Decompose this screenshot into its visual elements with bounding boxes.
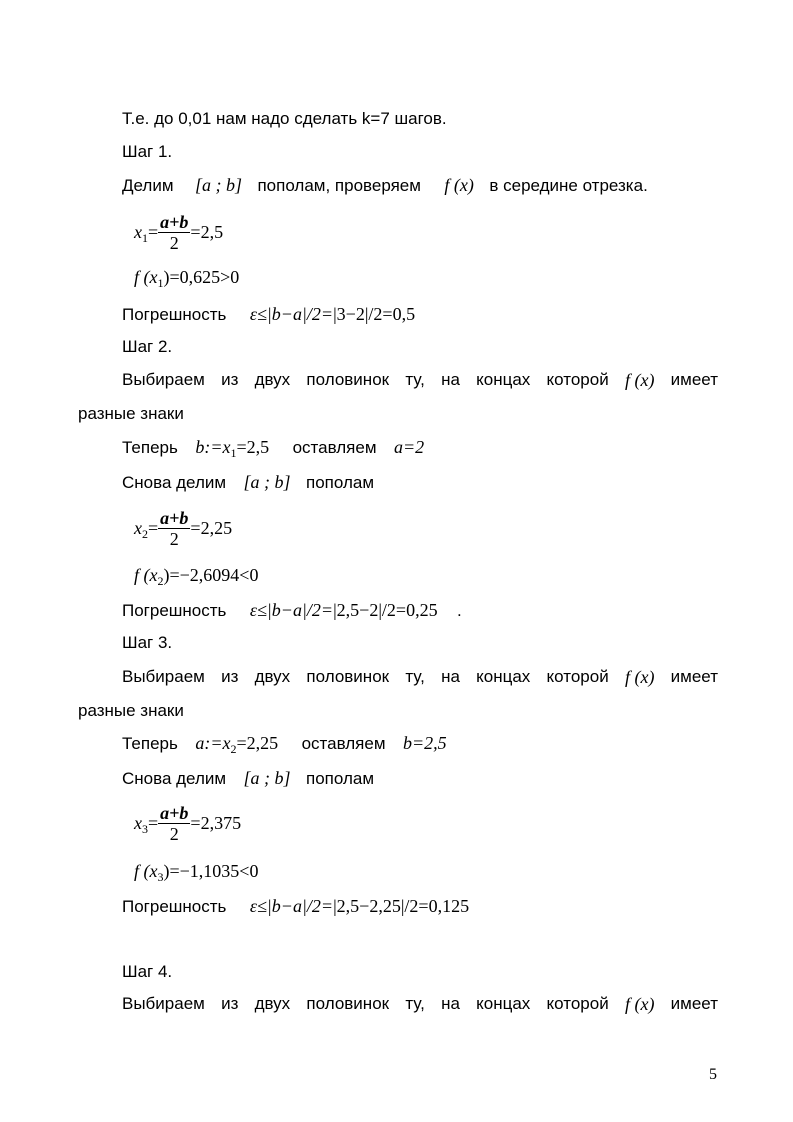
word: из	[221, 370, 239, 389]
intro-line	[122, 109, 447, 129]
halves-check-text: пополам, проверяем	[257, 176, 421, 195]
error1-line	[122, 304, 415, 325]
fx3-value: =−1,1035<0	[169, 861, 259, 881]
value: =2,5	[236, 437, 270, 457]
x3-formula	[134, 803, 241, 845]
step2-now-line	[122, 437, 424, 459]
word: половинок	[306, 667, 390, 686]
fx3-formula	[134, 861, 258, 883]
step2-again-line	[122, 472, 374, 493]
step2-signs-line	[78, 404, 184, 424]
x-var: x	[149, 267, 158, 287]
step3-label: Шаг 3.	[122, 633, 173, 652]
x2-formula	[134, 508, 232, 550]
word: ту,	[405, 994, 425, 1013]
fx-formula: f (x)	[444, 175, 474, 195]
interval-formula: [a ; b]	[194, 175, 242, 195]
word: на	[441, 994, 460, 1013]
error-label: Погрешность	[122, 305, 227, 324]
error3-value: |2,5−2,25|/2=0,125	[333, 896, 470, 916]
x-var: x	[134, 222, 142, 242]
signs-text: разные знаки	[78, 701, 184, 720]
x1-formula	[134, 212, 223, 254]
middle-text: в середине отрезка.	[489, 176, 648, 195]
error-label: Погрешность	[122, 897, 227, 916]
subscript: 2	[142, 527, 148, 541]
word: на	[441, 370, 460, 389]
leave-text: оставляем	[292, 438, 377, 457]
now-text: Теперь	[122, 734, 178, 753]
f-open: f (	[134, 565, 150, 585]
word: Выбираем	[122, 370, 205, 389]
leave-text: оставляем	[301, 734, 386, 753]
interval-formula: [a ; b]	[243, 472, 291, 492]
fx2-value: =−2,6094<0	[169, 565, 259, 585]
word: двух	[254, 667, 291, 686]
x-var: x	[222, 437, 231, 457]
again-text: Снова делим	[122, 769, 227, 788]
word: концах	[476, 994, 531, 1013]
b-assign: b:=	[195, 437, 223, 457]
step4-label: Шаг 4.	[122, 962, 173, 981]
x-var: x	[149, 565, 158, 585]
equals-sign: =	[148, 518, 159, 538]
step1-divide-line	[122, 175, 648, 196]
word: половинок	[306, 994, 390, 1013]
f-close: )	[163, 565, 170, 585]
signs-text: разные знаки	[78, 404, 184, 423]
fx-formula: f (x)	[624, 370, 655, 390]
a-assign: a:=	[195, 733, 223, 753]
error2-line	[122, 600, 462, 621]
epsilon-base: ε≤|b−a|/2=	[249, 896, 334, 916]
word: имеет	[670, 994, 718, 1013]
interval-formula: [a ; b]	[243, 768, 291, 788]
subscript: 1	[142, 231, 148, 245]
fraction-denominator: 2	[169, 824, 179, 845]
x2-value: =2,25	[190, 518, 233, 538]
midpoint-fraction	[158, 803, 190, 844]
subscript: 2	[157, 574, 164, 588]
f-open: f (	[134, 267, 150, 287]
step2-heading	[122, 337, 172, 357]
word: из	[221, 994, 239, 1013]
word: на	[441, 667, 460, 686]
now-text: Теперь	[122, 438, 178, 457]
step3-again-line	[122, 768, 374, 789]
step3-now-line	[122, 733, 447, 755]
f-close: )	[163, 861, 170, 881]
word: концах	[476, 370, 531, 389]
trailing-dot: .	[457, 601, 462, 620]
step1-label: Шаг 1.	[122, 142, 173, 161]
word: имеет	[670, 370, 718, 389]
step2-label: Шаг 2.	[122, 337, 173, 356]
subscript: 1	[230, 446, 237, 460]
word: двух	[254, 370, 291, 389]
x-var: x	[149, 861, 158, 881]
step3-heading	[122, 633, 172, 653]
step4-choose-line	[122, 994, 718, 1014]
step1-heading	[122, 142, 172, 162]
f-close: )	[163, 267, 170, 287]
error-label: Погрешность	[122, 601, 227, 620]
subscript: 3	[142, 822, 148, 836]
subscript: 1	[157, 276, 164, 290]
x-var: x	[134, 518, 142, 538]
error2-value: |2,5−2|/2=0,25	[333, 600, 438, 620]
midpoint-fraction	[158, 508, 190, 549]
step2-choose-line	[122, 370, 718, 390]
epsilon-base: ε≤|b−a|/2=	[249, 600, 334, 620]
fraction-numerator: a+b	[160, 803, 189, 824]
fx2-formula	[134, 565, 258, 587]
equals-sign: =	[148, 222, 159, 242]
word: Выбираем	[122, 994, 205, 1013]
word: из	[221, 667, 239, 686]
fraction-numerator: a+b	[160, 212, 189, 233]
step3-signs-line	[78, 701, 184, 721]
error1-value: |3−2|/2=0,5	[333, 304, 416, 324]
b-value: b=2,5	[402, 733, 447, 753]
fx-formula: f (x)	[624, 667, 655, 687]
word: которой	[546, 370, 609, 389]
word: концах	[476, 667, 531, 686]
value: =2,25	[236, 733, 279, 753]
step3-choose-line	[122, 667, 718, 687]
subscript: 3	[157, 870, 164, 884]
fraction-denominator: 2	[169, 529, 179, 550]
word: которой	[546, 994, 609, 1013]
fx-formula: f (x)	[624, 994, 655, 1014]
word: ту,	[405, 667, 425, 686]
word: которой	[546, 667, 609, 686]
x1-value: =2,5	[190, 222, 224, 242]
word: Выбираем	[122, 667, 205, 686]
step4-heading	[122, 962, 172, 982]
fx1-value: =0,625>0	[169, 267, 240, 287]
again-text: Снова делим	[122, 473, 227, 492]
word: половинок	[306, 370, 390, 389]
subscript: 2	[230, 742, 237, 756]
epsilon-base: ε≤|b−a|/2=	[249, 304, 334, 324]
x-var: x	[134, 813, 142, 833]
halves-text: пополам	[306, 769, 375, 788]
fraction-numerator: a+b	[160, 508, 189, 529]
midpoint-fraction	[158, 212, 190, 253]
fraction-denominator: 2	[169, 233, 179, 254]
word: двух	[254, 994, 291, 1013]
divide-text: Делим	[122, 176, 174, 195]
a-value: a=2	[393, 437, 425, 457]
f-open: f (	[134, 861, 150, 881]
word: ту,	[405, 370, 425, 389]
intro-text: Т.е. до 0,01 нам надо сделать k=7 шагов.	[122, 109, 447, 128]
x3-value: =2,375	[190, 813, 242, 833]
x-var: x	[222, 733, 231, 753]
halves-text: пополам	[306, 473, 375, 492]
equals-sign: =	[148, 813, 159, 833]
error3-line	[122, 896, 469, 917]
page-number: 5	[709, 1066, 717, 1083]
word: имеет	[670, 667, 718, 686]
fx1-formula	[134, 267, 239, 289]
